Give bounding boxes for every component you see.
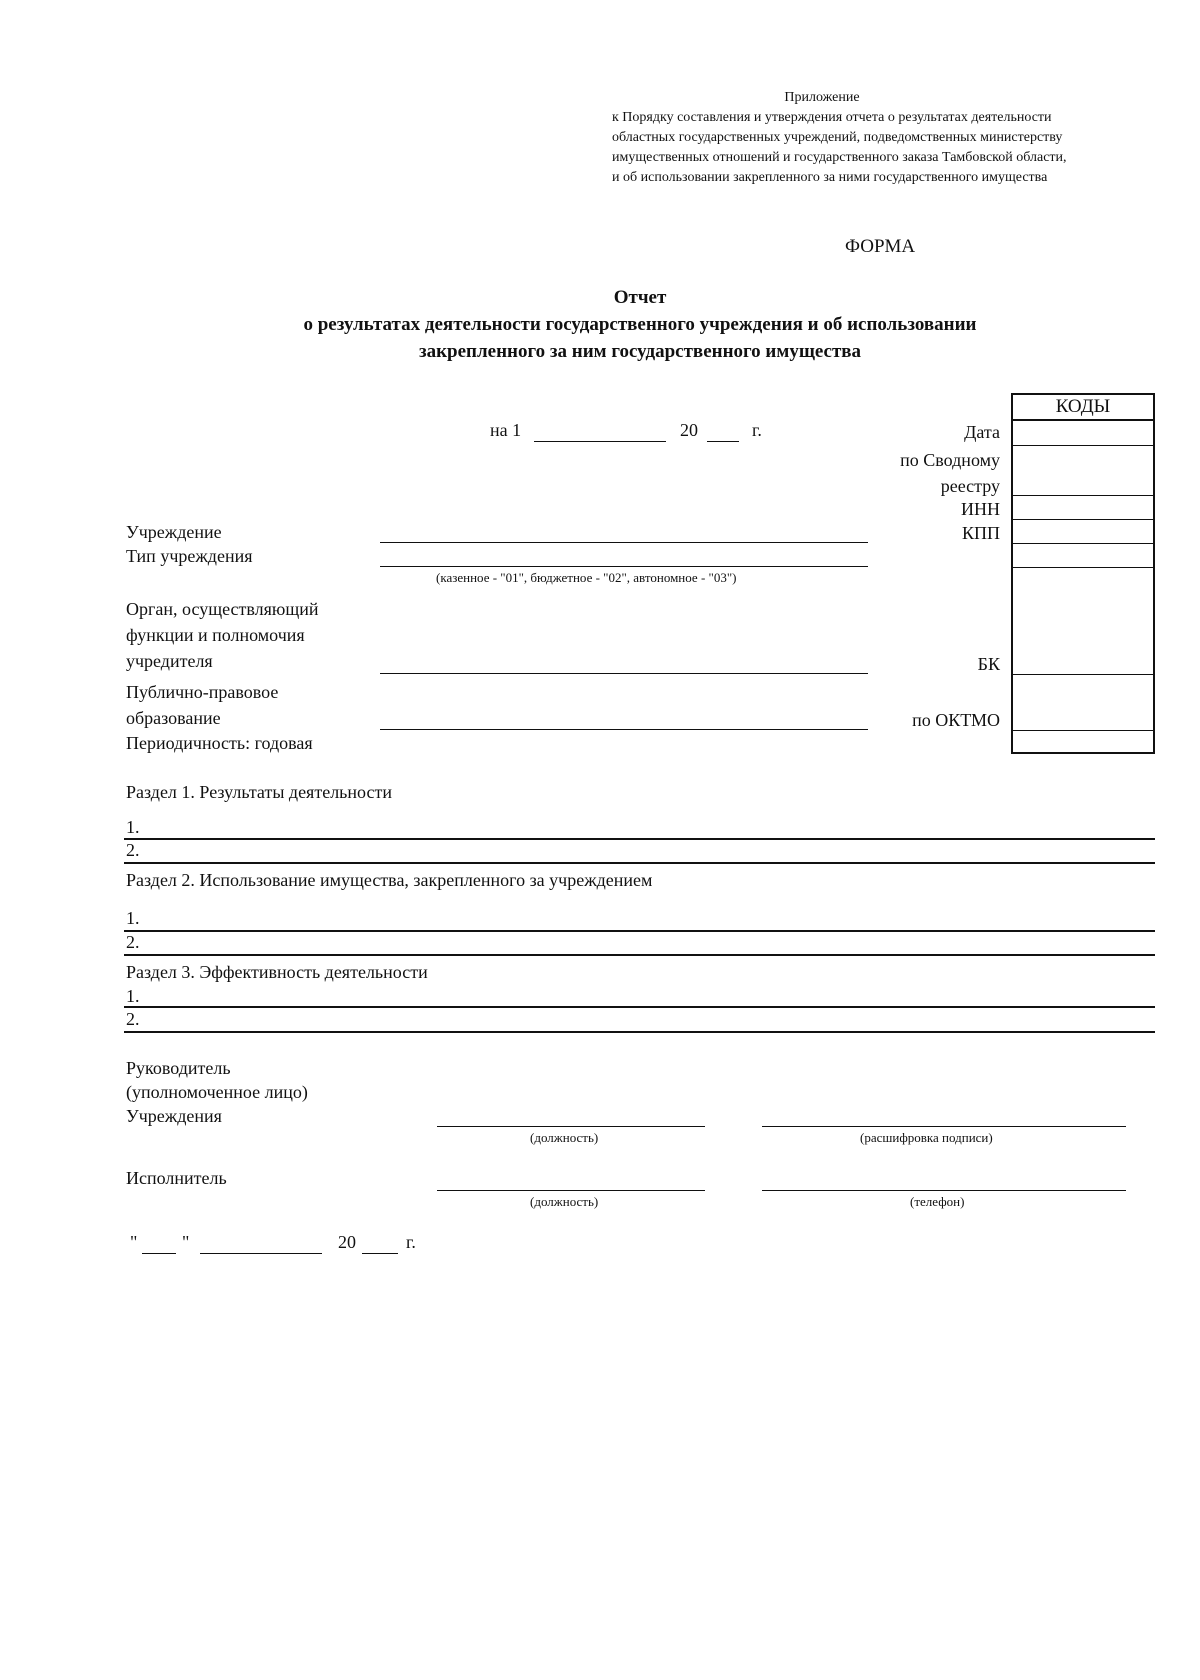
ppo-blank[interactable] — [380, 729, 868, 730]
head-position-caption: (должность) — [530, 1130, 599, 1145]
date-blank[interactable] — [534, 441, 666, 442]
codes-row-sep — [1013, 543, 1153, 544]
bottom-year-blank[interactable] — [362, 1253, 398, 1254]
bottom-day-blank[interactable] — [142, 1253, 176, 1254]
section-title: Раздел 1. Результаты деятельности — [126, 782, 392, 802]
section-item: 1. — [126, 986, 140, 1006]
appendix-line: и об использовании закрепленного за ними государственного имущества — [612, 170, 1048, 185]
head-label-3: Учреждения — [126, 1106, 222, 1126]
section-item: 1. — [126, 908, 140, 928]
head-label-1: Руководитель — [126, 1058, 231, 1078]
executor-phone-caption: (телефон) — [910, 1194, 965, 1209]
appendix-line: имущественных отношений и государственного заказа Тамбовской области, — [612, 150, 1067, 165]
codes-row-sep — [1013, 730, 1153, 731]
appendix-block — [612, 88, 1152, 188]
section-item: 2. — [126, 840, 140, 860]
codes-row-sep — [1013, 519, 1153, 520]
codes-row-sep — [1013, 445, 1153, 446]
field-organ-2: функции и полномочия — [126, 625, 305, 645]
codes-row-sep — [1013, 567, 1153, 568]
codes-table — [1011, 393, 1155, 754]
head-decode-blank[interactable] — [762, 1126, 1126, 1127]
appendix-line: областных государственных учреждений, подведомственных министерству — [612, 130, 1063, 145]
title-line: о результатах деятельности государственного учреждения и об использовании — [303, 314, 977, 335]
section-line[interactable] — [124, 1006, 1155, 1008]
executor-label: Исполнитель — [126, 1168, 227, 1188]
year-blank[interactable] — [707, 441, 739, 442]
label-bk: БК — [977, 654, 1000, 674]
section-line[interactable] — [124, 862, 1155, 864]
section-line[interactable] — [124, 930, 1155, 932]
institution-blank[interactable] — [380, 542, 868, 543]
date-year: 20 — [680, 420, 698, 440]
head-position-blank[interactable] — [437, 1126, 705, 1127]
date-prefix: на 1 — [490, 420, 522, 440]
label-inn: ИНН — [961, 499, 1000, 519]
section-title: Раздел 3. Эффективность деятельности — [126, 962, 428, 982]
title-line: Отчет — [613, 287, 667, 308]
bottom-month-blank[interactable] — [200, 1253, 322, 1254]
codes-row-sep — [1013, 495, 1153, 496]
section-title: Раздел 2. Использование имущества, закрепленного за учреждением — [126, 870, 653, 890]
codes-header: КОДЫ — [1055, 396, 1111, 417]
bottom-suffix: г. — [406, 1232, 416, 1252]
date-suffix: г. — [752, 420, 762, 440]
field-type: Тип учреждения — [126, 546, 253, 566]
forma-label: ФОРМА — [845, 236, 916, 257]
appendix-line: к Порядку составления и утверждения отчета о результатах деятельности — [612, 110, 1052, 125]
codes-row-sep — [1013, 674, 1153, 675]
label-oktmo: по ОКТМО — [912, 710, 1000, 730]
bottom-year: 20 — [338, 1232, 356, 1252]
field-organ-3: учредителя — [126, 651, 213, 671]
executor-phone-blank[interactable] — [762, 1190, 1126, 1191]
appendix-title: Приложение — [784, 90, 860, 105]
label-reestr: реестру — [940, 476, 1000, 496]
field-ppo-1: Публично-правовое — [126, 682, 279, 702]
label-svod: по Сводному — [900, 450, 1000, 470]
section-item: 2. — [126, 1009, 140, 1029]
type-hint: (казенное - "01", бюджетное - "02", автономное - "03") — [436, 570, 737, 585]
section-line[interactable] — [124, 838, 1155, 840]
head-decode-caption: (расшифровка подписи) — [860, 1130, 993, 1145]
codes-row-sep — [1013, 419, 1153, 421]
section-line[interactable] — [124, 1031, 1155, 1033]
bottom-date-quote-close: " — [182, 1232, 190, 1252]
executor-position-blank[interactable] — [437, 1190, 705, 1191]
label-date: Дата — [964, 422, 1000, 442]
section-item: 1. — [126, 817, 140, 837]
section-item: 2. — [126, 932, 140, 952]
executor-position-caption: (должность) — [530, 1194, 599, 1209]
title-line: закрепленного за ним государственного имущества — [418, 341, 862, 362]
label-kpp: КПП — [961, 523, 1000, 543]
field-institution: Учреждение — [126, 522, 222, 542]
field-period: Периодичность: годовая — [126, 733, 313, 753]
field-ppo-2: образование — [126, 708, 221, 728]
report-title — [200, 284, 1080, 365]
section-line[interactable] — [124, 954, 1155, 956]
type-blank[interactable] — [380, 566, 868, 567]
organ-blank[interactable] — [380, 673, 868, 674]
head-label-2: (уполномоченное лицо) — [126, 1082, 308, 1102]
field-organ-1: Орган, осуществляющий — [126, 599, 319, 619]
bottom-date-quote-open: " — [130, 1232, 138, 1252]
